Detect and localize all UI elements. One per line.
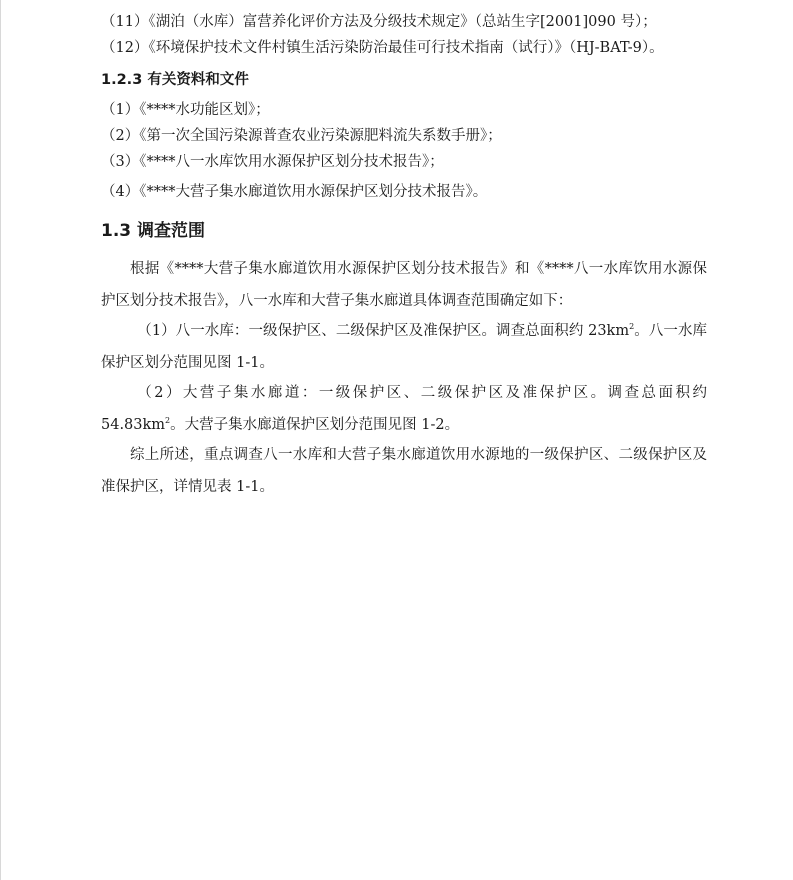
scope-intro-paragraph: 根据《****大营子集水廊道饮用水源保护区划分技术报告》和《****八一水库饮用水源保护区划分技术报告》，八一水库和大营子集水廊道具体调查范围确定如下： (101, 261, 707, 309)
document-list-item-2: （2）《第一次全国污染源普查农业污染源肥料流失系数手册》； (101, 128, 502, 144)
scope-item-dayingzi-text: （2）大营子集水廊道：一级保护区、二级保护区及准保护区。调查总面积约 54.83km (101, 385, 707, 433)
document-list-item-4: （4）《****大营子集水廊道饮用水源保护区划分技术报告》。 (101, 184, 488, 200)
document-list-item-1: （1）《****水功能区划》； (101, 102, 270, 118)
section-1-2-3-title: 1.2.3 有关资料和文件 (101, 72, 249, 88)
area-unit-superscript: 2 (629, 322, 635, 331)
scope-item-dayingzi-tail: 。大营子集水廊道保护区划分范围见图 1-2。 (170, 416, 460, 433)
scope-item-bayi-reservoir (101, 316, 707, 379)
scope-item-dayingzi-corridor (101, 378, 707, 441)
reference-item-12: （12）《环境保护技术文件村镇生活污染防治最佳可行技术指南（试行）》（HJ-BAT-9）。 (101, 40, 664, 56)
reference-item-11: （11）《湖泊（水库）富营养化评价方法及分级技术规定》（总站生字[2001]090 号）； (101, 14, 657, 30)
scope-item-bayi-tail: 。八一水库保护区划分范围见图 1-1。 (101, 323, 708, 371)
area-unit-superscript: 2 (165, 415, 171, 425)
document-list-item-3: （3）《****八一水库饮用水源保护区划分技术报告》； (101, 154, 444, 170)
scope-summary-paragraph: 综上所述，重点调查八一水库和大营子集水廊道饮用水源地的一级保护区、二级保护区及准保护区，详情见表 1-1。 (101, 447, 707, 495)
section-1-3-title: 1.3 调查范围 (101, 221, 206, 241)
scope-item-bayi-text: （1）八一水库：一级保护区、二级保护区及准保护区。调查总面积约 23km (137, 323, 630, 339)
